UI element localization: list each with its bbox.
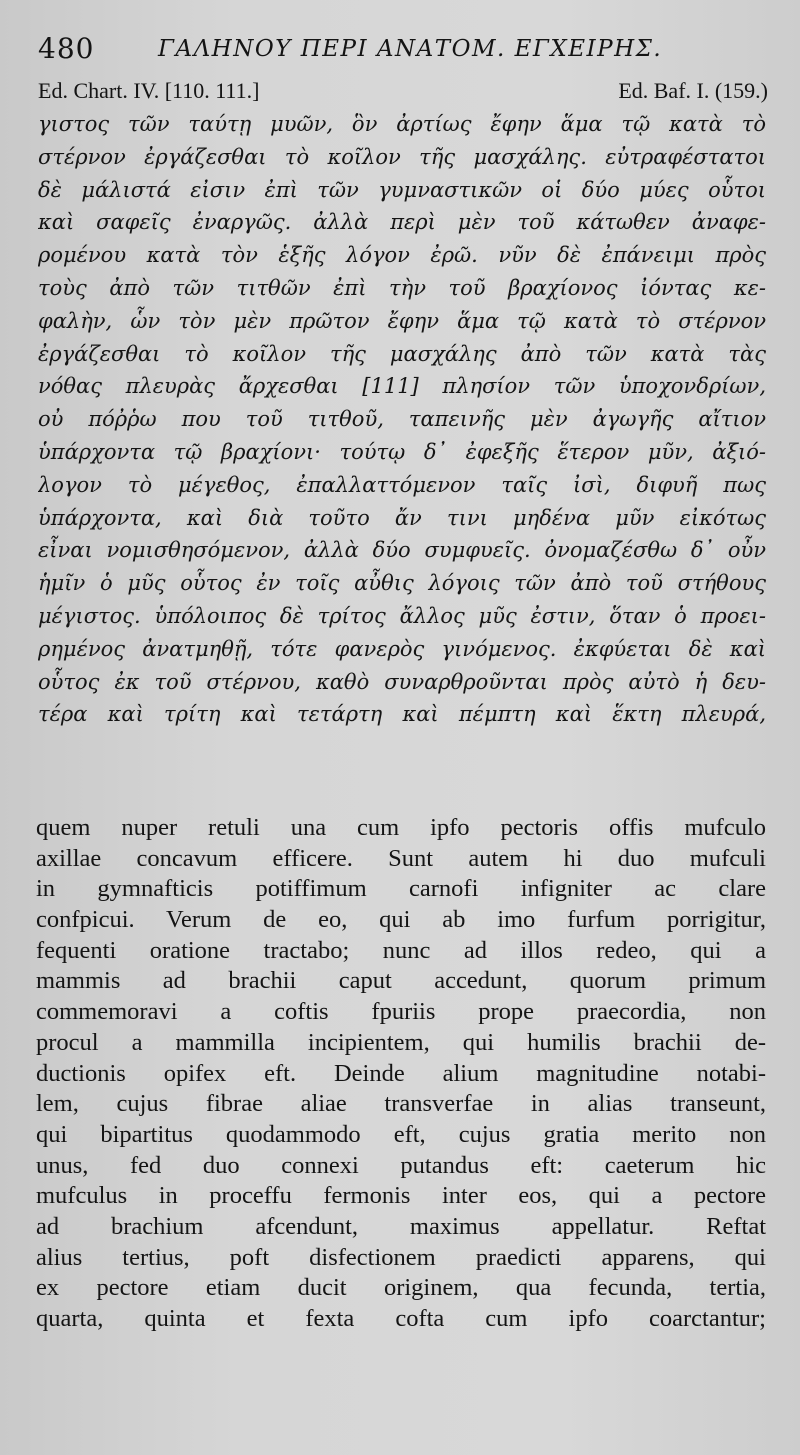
page-number: 480 — [38, 32, 95, 65]
latin-text-line: qui bipartitus quodammodo eft, cujus gratia merito non — [36, 1120, 766, 1148]
latin-text-line: alius tertius, poft disfectionem praedicti apparens, qui — [36, 1243, 766, 1271]
latin-text-line: unus, fed duo connexi putandus eft: caeterum hic — [36, 1151, 766, 1179]
greek-text-line: στέρνον ἐργάζεσθαι τὸ κοῖλον τῆς μασχάλης. εὐτραφέστατοι — [38, 144, 766, 169]
greek-text-line: φαλὴν, ὧν τὸν μὲν πρῶτον ἔφην ἅμα τῷ κατὰ τὸ στέρνον — [38, 308, 766, 333]
greek-text-line: ἐργάζεσθαι τὸ κοῖλον τῆς μασχάλης ἀπὸ τῶν κατὰ τὰς — [38, 341, 766, 366]
latin-text-line: mufculus in proceffu fermonis inter eos, qui a pectore — [36, 1182, 766, 1210]
latin-text-line: confpicui. Verum de eo, qui ab imo furfum porrigitur, — [36, 906, 766, 934]
running-title: ΓΑΛΗΝΟΥ ΠΕΡΙ ΑΝΑΤΟΜ. ΕΓΧΕΙΡΗΣ. — [158, 36, 663, 62]
greek-text-line: τοὺς ἀπὸ τῶν τιτθῶν ἐπὶ τὴν τοῦ βραχίονος ἰόντας κε- — [38, 275, 766, 300]
running-head — [38, 30, 778, 70]
greek-text-line: νόθας πλευρὰς ἄρχεσθαι [111] πλησίον τῶν ὑποχονδρίων, — [38, 374, 766, 399]
latin-text-line: ad brachium afcendunt, maximus appellatur. Reftat — [36, 1212, 766, 1240]
latin-text-line: axillae concavum efficere. Sunt autem hi duo mufculi — [36, 844, 766, 872]
greek-text-line: οὗτος ἐκ τοῦ στέρνου, καθὸ συναρθροῦνται πρὸς αὐτὸ ἡ δευ- — [38, 669, 766, 694]
greek-text-line: οὐ πόῤῥω που τοῦ τιτθοῦ, ταπεινῆς μὲν ἀγωγῆς αἴτιον — [38, 407, 766, 432]
greek-text-line: ἡμῖν ὁ μῦς οὗτος ἐν τοῖς αὖθις λόγοις τῶν ἀπὸ τοῦ στήθους — [38, 571, 766, 596]
latin-text-line: quarta, quinta et fexta cofta cum ipfo coarctantur; — [36, 1305, 766, 1332]
show-through-smudge — [28, 786, 768, 807]
latin-text-line: fequenti oratione tractabo; nunc ad illos redeo, qui a — [36, 936, 766, 964]
greek-text-line: ὑπάρχοντα, καὶ διὰ τοῦτο ἄν τινι μηδένα μῦν εἰκότως — [38, 505, 766, 530]
greek-text-line: εἶναι νομισθησόμενον, ἀλλὰ δύο συμφυεῖς. ὀνομαζέσθω δ᾽ οὖν — [38, 538, 766, 563]
latin-text-line: ex pectore etiam ducit originem, qua fecunda, tertia, — [36, 1274, 766, 1302]
greek-text-line: λογον τὸ μέγεθος, ἐπαλλαττόμενον ταῖς ἰσὶ, διφυῆ πως — [38, 472, 766, 497]
greek-text-line: γιστος τῶν ταύτῃ μυῶν, ὃν ἀρτίως ἔφην ἅμα τῷ κατὰ τὸ — [38, 112, 766, 136]
greek-text-line: τέρα καὶ τρίτη καὶ τετάρτη καὶ πέμπτη καὶ ἕκτη πλευρά, — [38, 702, 766, 727]
greek-text-line: ὑπάρχοντα τῷ βραχίονι· τούτῳ δ᾽ ἐφεξῆς ἕτερον μῦν, ἀξιό- — [38, 439, 766, 464]
latin-text-line: procul a mammilla incipientem, qui humilis brachii de- — [36, 1028, 766, 1056]
greek-text-line: μέγιστος. ὑπόλοιπος δὲ τρίτος ἄλλος μῦς ἐστιν, ὅταν ὁ προει- — [38, 603, 766, 628]
greek-text-line: ρομένου κατὰ τὸν ἑξῆς λόγον ἐρῶ. νῦν δὲ ἐπάνειμι πρὸς — [38, 243, 766, 268]
greek-text-block — [38, 108, 766, 731]
edition-basel-reference: Ed. Baf. I. (159.) — [618, 78, 768, 103]
latin-text-line: quem nuper retuli una cum ipfo pectoris offis mufculo — [36, 814, 766, 841]
greek-text-line: δὲ μάλιστά εἰσιν ἐπὶ τῶν γυμναστικῶν οἱ δύο μύες οὗτοι — [38, 177, 766, 202]
latin-text-line: commemoravi a coftis fpuriis prope praecordia, non — [36, 998, 766, 1026]
latin-translation-block — [36, 813, 766, 1335]
edition-reference-line — [38, 78, 768, 110]
latin-text-line: ductionis opifex eft. Deinde alium magnitudine notabi- — [36, 1059, 766, 1087]
greek-text-line: καὶ σαφεῖς ἐναργῶς. ἀλλὰ περὶ μὲν τοῦ κάτωθεν ἀναφε- — [38, 210, 766, 235]
latin-text-line: in gymnafticis potiffimum carnofi infigniter ac clare — [36, 875, 766, 903]
edition-chart-reference: Ed. Chart. IV. [110. 111.] — [38, 78, 260, 103]
greek-text-line: ρημένος ἀνατμηθῇ, τότε φανερὸς γινόμενος. ἐκφύεται δὲ καὶ — [38, 636, 766, 661]
latin-text-line: lem, cujus fibrae aliae transverfae in alias transeunt, — [36, 1090, 766, 1118]
latin-text-line: mammis ad brachii caput accedunt, quorum primum — [36, 967, 766, 995]
